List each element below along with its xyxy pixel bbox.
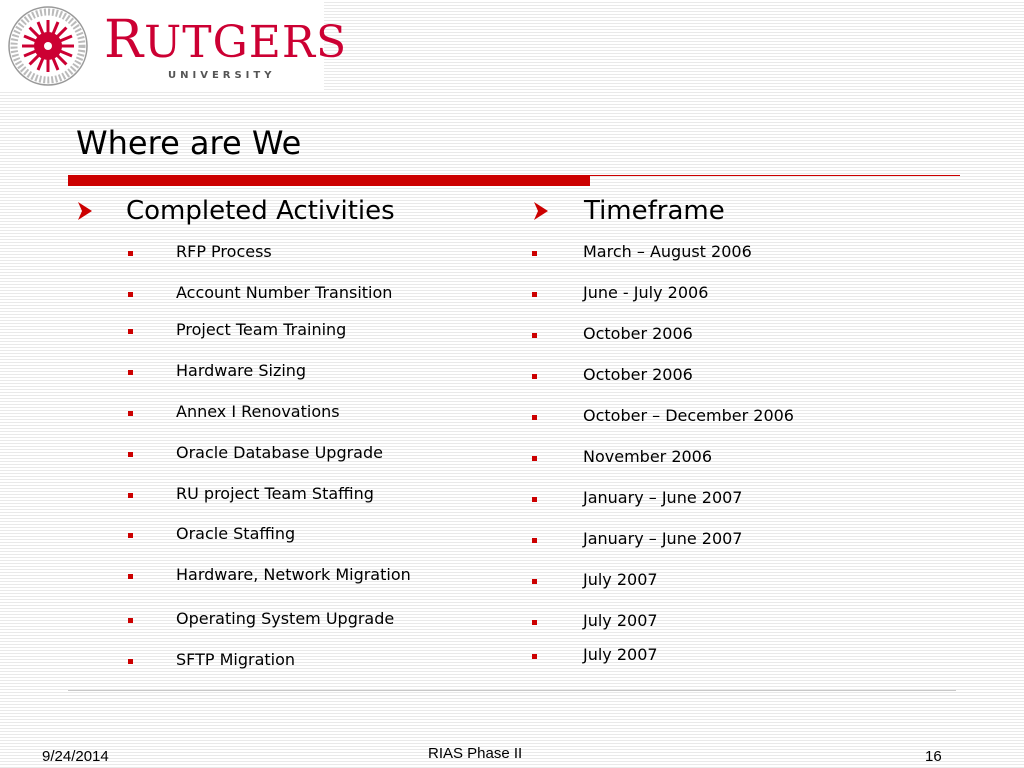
footer-title: RIAS Phase II bbox=[428, 745, 523, 762]
wordmark-rest: UTGERS bbox=[144, 17, 348, 68]
activities-heading bbox=[76, 196, 506, 232]
list-item: RFP Process bbox=[176, 242, 272, 261]
list-item: Annex I Renovations bbox=[176, 402, 340, 421]
activities-column bbox=[76, 196, 506, 669]
square-bullet-icon bbox=[532, 374, 537, 379]
logo-box bbox=[0, 0, 348, 90]
timeframe-column bbox=[532, 196, 972, 664]
square-bullet-icon bbox=[532, 333, 537, 338]
list-item: October 2006 bbox=[583, 324, 693, 343]
list-item: Oracle Staffing bbox=[176, 524, 296, 543]
rutgers-seal-icon bbox=[8, 6, 88, 86]
list-item: Account Number Transition bbox=[176, 283, 393, 302]
square-bullet-icon bbox=[128, 292, 133, 297]
square-bullet-icon bbox=[532, 251, 537, 256]
wordmark-first-letter: R bbox=[104, 10, 145, 70]
square-bullet-icon bbox=[532, 456, 537, 461]
square-bullet-icon bbox=[532, 620, 537, 625]
activities-heading-text: Completed Activities bbox=[126, 196, 395, 226]
list-item: July 2007 bbox=[583, 645, 658, 664]
list-item: October – December 2006 bbox=[583, 406, 794, 425]
list-item: Project Team Training bbox=[176, 320, 347, 339]
list-item: June - July 2006 bbox=[583, 283, 709, 302]
square-bullet-icon bbox=[128, 533, 133, 538]
square-bullet-icon bbox=[128, 659, 133, 664]
list-item: July 2007 bbox=[583, 570, 658, 589]
arrow-bullet-icon bbox=[532, 200, 550, 222]
page-number: 16 bbox=[925, 748, 942, 765]
list-item: Hardware, Network Migration bbox=[176, 565, 411, 584]
list-item: January – June 2007 bbox=[583, 529, 743, 548]
square-bullet-icon bbox=[128, 493, 133, 498]
title-underline-bar bbox=[68, 175, 590, 186]
footer-date: 9/24/2014 bbox=[42, 748, 109, 765]
timeframe-heading-text: Timeframe bbox=[584, 196, 725, 226]
square-bullet-icon bbox=[128, 251, 133, 256]
list-item: SFTP Migration bbox=[176, 650, 296, 669]
square-bullet-icon bbox=[128, 618, 133, 623]
list-item: January – June 2007 bbox=[583, 488, 743, 507]
list-item: Operating System Upgrade bbox=[176, 609, 395, 628]
list-item: November 2006 bbox=[583, 447, 713, 466]
square-bullet-icon bbox=[532, 579, 537, 584]
list-item: Oracle Database Upgrade bbox=[176, 443, 383, 462]
square-bullet-icon bbox=[532, 415, 537, 420]
square-bullet-icon bbox=[532, 497, 537, 502]
list-item: October 2006 bbox=[583, 365, 693, 384]
list-item: Hardware Sizing bbox=[176, 361, 307, 380]
square-bullet-icon bbox=[128, 574, 133, 579]
square-bullet-icon bbox=[128, 411, 133, 416]
square-bullet-icon bbox=[532, 654, 537, 659]
square-bullet-icon bbox=[532, 292, 537, 297]
square-bullet-icon bbox=[532, 538, 537, 543]
title-underline-rule bbox=[590, 175, 960, 176]
page-title: Where are We bbox=[76, 124, 302, 162]
list-item: RU project Team Staffing bbox=[176, 484, 374, 503]
square-bullet-icon bbox=[128, 370, 133, 375]
arrow-bullet-icon bbox=[76, 200, 94, 222]
square-bullet-icon bbox=[128, 329, 133, 334]
rutgers-wordmark bbox=[104, 10, 348, 70]
list-item: March – August 2006 bbox=[583, 242, 752, 261]
university-label: UNIVERSITY bbox=[168, 70, 276, 81]
list-item: July 2007 bbox=[583, 611, 658, 630]
footer-divider bbox=[68, 690, 956, 691]
timeframe-heading bbox=[532, 196, 972, 232]
square-bullet-icon bbox=[128, 452, 133, 457]
